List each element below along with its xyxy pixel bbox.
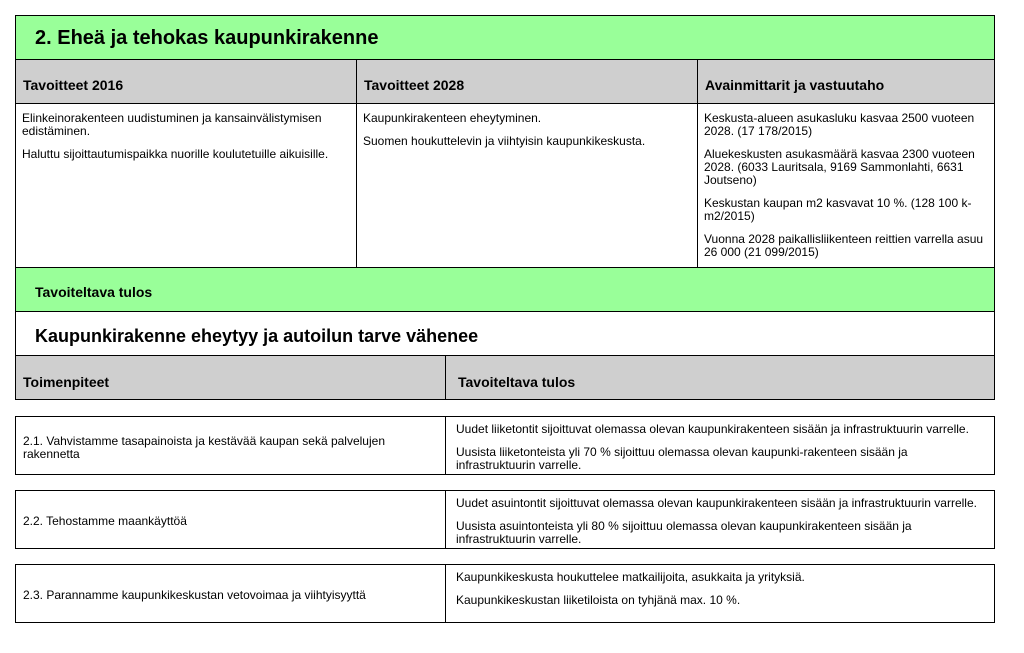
header-goals-2016 (15, 59, 357, 104)
header-measures (15, 355, 446, 400)
goal-2016-item: Haluttu sijoittautumispaikka nuorille koulutetuille aikuisille. (22, 147, 329, 161)
goal-2028-item: Suomen houkuttelevin ja viihtyisin kaupunkikeskusta. (363, 134, 646, 148)
goals-2016-cell (15, 103, 357, 268)
measure-result-item: Uusista liiketonteista yli 70 % sijoittuu olemassa olevan kaupunki-rakenteen sisään ja infrastruktuurin varrelle. (456, 445, 908, 472)
measure-name: 2.3. Parannamme kaupunkikeskustan vetovoimaa ja viihtyisyyttä (23, 588, 366, 602)
measure-result-item: Kaupunkikeskusta houkuttelee matkailijoita, asukkaita ja yrityksiä. (456, 570, 805, 584)
measure-results-2-2 (445, 490, 995, 549)
target-result-bar (15, 267, 995, 312)
header-key-indicators (697, 59, 995, 104)
goals-2028-cell (356, 103, 698, 268)
header-goals-2028 (356, 59, 698, 104)
measure-row-2-3 (15, 564, 446, 623)
header-results (445, 355, 995, 400)
measure-results-2-3 (445, 564, 995, 623)
measure-result-item: Kaupunkikeskustan liiketiloista on tyhjänä max. 10 %. (456, 593, 741, 607)
measure-name: 2.1. Vahvistamme tasapainoista ja kestävää kaupan sekä palvelujen rakennetta (23, 434, 385, 461)
measure-result-item: Uudet asuintontit sijoittuvat olemassa olevan kaupunkirakenteen sisään ja infrastruktuurin varrelle. (456, 496, 977, 510)
measure-results-2-1 (445, 416, 995, 475)
section-title-bar (15, 15, 995, 60)
indicator-item: Aluekeskusten asukasmäärä kasvaa 2300 vuoteen 2028. (6033 Lauritsala, 9169 Sammonlahti, 6631 Joutseno) (704, 147, 975, 187)
measure-row-2-2 (15, 490, 446, 549)
measure-result-item: Uudet liiketontit sijoittuvat olemassa olevan kaupunkirakenteen sisään ja infrastruktuurin varrelle. (456, 422, 969, 436)
goal-2016-item: Elinkeinorakenteen uudistuminen ja kansainvälistymisen edistäminen. (22, 111, 322, 138)
indicator-item: Vuonna 2028 paikallisliikenteen reittien varrella asuu 26 000 (21 099/2015) (704, 232, 984, 259)
target-result-text: Kaupunkirakenne eheytyy ja autoilun tarve vähenee (35, 326, 479, 346)
target-result-label: Tavoiteltava tulos (35, 284, 153, 300)
header-goals-2016-label: Tavoitteet 2016 (23, 77, 124, 93)
target-result-row (15, 311, 995, 356)
indicator-item: Keskustan kaupan m2 kasvavat 10 %. (128 100 k-m2/2015) (704, 196, 972, 223)
header-goals-2028-label: Tavoitteet 2028 (364, 77, 465, 93)
measure-name: 2.2. Tehostamme maankäyttöä (23, 514, 187, 528)
key-indicators-cell (697, 103, 995, 268)
goal-2028-item: Kaupunkirakenteen eheytyminen. (363, 111, 542, 125)
header-key-indicators-label: Avainmittarit ja vastuutaho (705, 77, 885, 93)
indicator-item: Keskusta-alueen asukasluku kasvaa 2500 vuoteen 2028. (17 178/2015) (704, 111, 975, 138)
measure-result-item: Uusista asuintonteista yli 80 % sijoittuu olemassa olevan kaupunkirakenteen sisään ja infrastruktuurin varrelle. (456, 519, 912, 546)
header-measures-label: Toimenpiteet (23, 374, 110, 390)
header-results-label: Tavoiteltava tulos (458, 374, 576, 390)
measure-row-2-1 (15, 416, 446, 475)
section-title: 2. Eheä ja tehokas kaupunkirakenne (35, 27, 379, 49)
